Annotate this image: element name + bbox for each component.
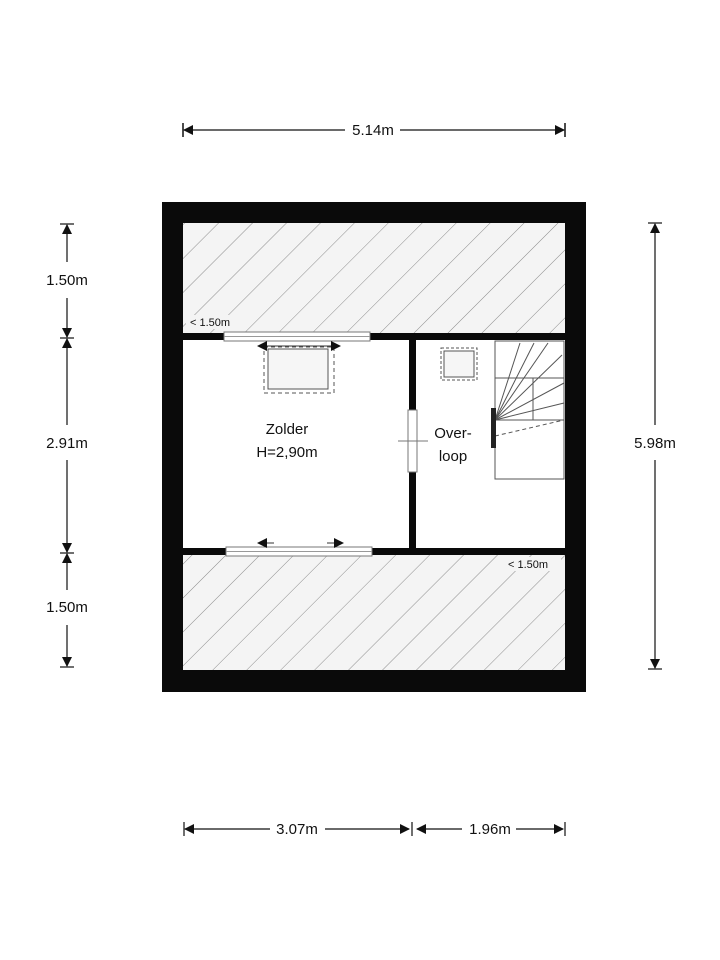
dimension-left-middle-label: 2.91m [46, 435, 88, 452]
lower-hatched-zone [183, 555, 565, 670]
dimension-bottom-right-label: 1.96m [469, 821, 511, 838]
dimension-top-label: 5.14m [352, 122, 394, 139]
dimension-right-label: 5.98m [634, 435, 676, 452]
skylight-zolder [258, 346, 340, 393]
dimension-bottom-left-label: 3.07m [276, 821, 318, 838]
room-zolder-height: H=2,90m [256, 444, 318, 461]
skylight-overloop [441, 348, 477, 380]
window-bottom [226, 547, 372, 556]
staircase [491, 341, 564, 479]
annotation-upper-low-height: < 1.50m [190, 317, 231, 329]
room-overloop-line1: Over- [434, 425, 472, 442]
annotation-lower-low-height: < 1.50m [508, 559, 549, 571]
dimension-left-bottom-label: 1.50m [46, 599, 88, 616]
room-zolder-name: Zolder [265, 421, 309, 438]
dimension-left-top-label: 1.50m [46, 272, 88, 289]
window-top [224, 332, 370, 341]
room-overloop-line2: loop [438, 448, 468, 465]
